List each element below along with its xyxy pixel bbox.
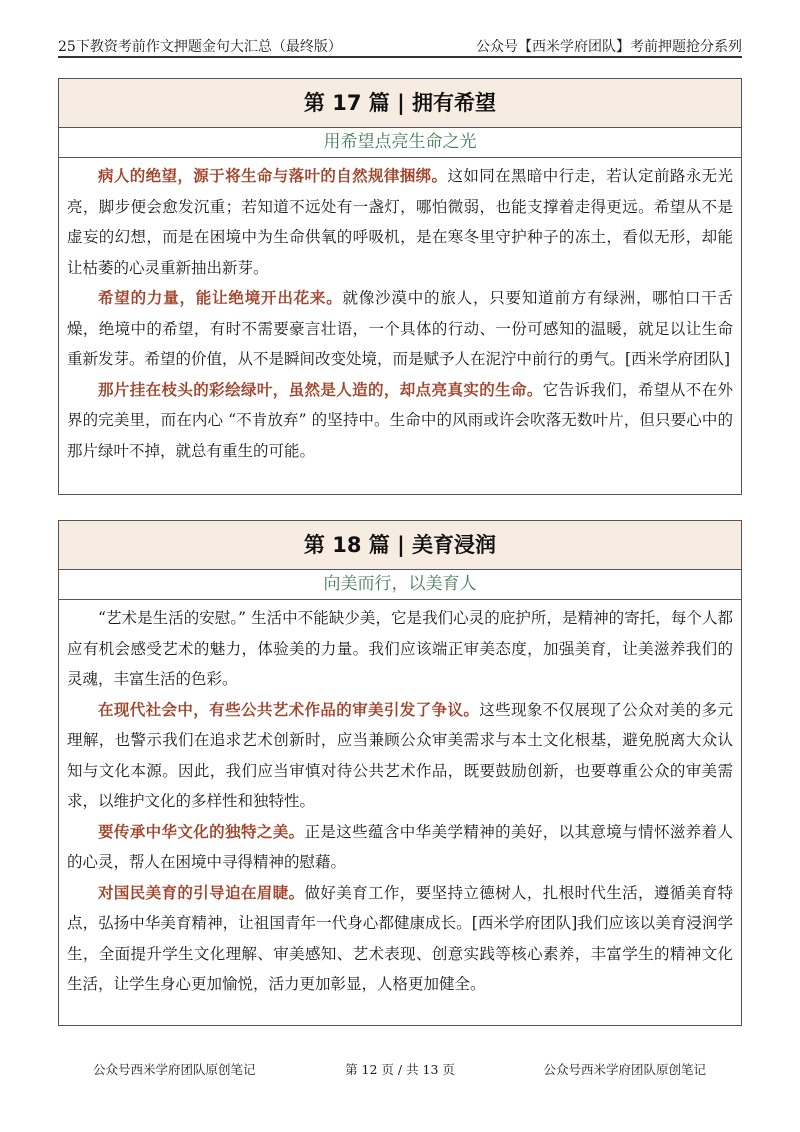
page-footer [0, 1060, 800, 1080]
article-17 [58, 78, 742, 495]
article-18 [58, 520, 742, 1026]
paragraph-highlight: 那片挂在枝头的彩绘绿叶，虽然是人造的，却点亮真实的生命。 [98, 379, 543, 399]
paragraph-text: 这些现象不仅展现了公众对美的多元理解，也警示我们在追求艺术创新时，应当兼顾公众审美需求与本土文化根基，避免脱离大众认知与文化本源。因此，我们应当审慎对待公共艺术作品，既要鼓励创新，也要尊重公众的审美需求，以维护文化的多样性和独特性。 [67, 700, 733, 810]
paragraph-text: “艺术是生活的安慰。” 生活中不能缺少美，它是我们心灵的庇护所，是精神的寄托，每个人都应有机会感受艺术的魅力，体验美的力量。我们应该端正审美态度，加强美育，让美滋养我们的灵魂，丰富生活的色彩。 [67, 609, 733, 688]
paragraph-highlight: 病人的绝望，源于将生命与落叶的自然规律捆绑。 [98, 166, 448, 185]
header-left-title: 25下教资考前作文押题金句大汇总（最终版） [58, 39, 342, 55]
article-body [59, 600, 741, 1004]
paragraph-highlight: 要传承中华文化的独特之美。 [98, 821, 305, 841]
paragraph [67, 695, 733, 817]
article-title: 第 17 篇 | 拥有希望 [59, 79, 741, 128]
page-header [58, 30, 742, 58]
paragraph [67, 878, 733, 1000]
paragraph-highlight: 对国民美育的引导迫在眉睫。 [98, 882, 305, 902]
footer-left: 公众号西米学府团队原创笔记 [93, 1062, 256, 1077]
paragraph-highlight: 在现代社会中，有些公共艺术作品的审美引发了争议。 [98, 699, 480, 719]
article-title: 第 18 篇 | 美育浸润 [59, 521, 741, 570]
paragraph-text: 正是这些蕴含中华美学精神的美好，以其意境与情怀滋养着人的心灵，帮人在困境中寻得精神的慰藉。 [67, 822, 733, 871]
article-subtitle: 用希望点亮生命之光 [59, 128, 741, 158]
paragraph [67, 603, 733, 695]
paragraph-text: 就像沙漠中的旅人，只要知道前方有绿洲，哪怕口干舌燥，绝境中的希望，有时不需要豪言壮语，一个具体的行动、一份可感知的温暖，就足以让生命重新发芽。希望的价值，从不是瞬间改变处境，而是赋予人在泥泞中前行的勇气。[西米学府团队] [67, 289, 733, 368]
footer-right: 公众号西米学府团队原创笔记 [543, 1062, 706, 1077]
paragraph [67, 375, 733, 467]
paragraph [67, 161, 733, 283]
paragraph [67, 817, 733, 878]
paragraph-text: 做好美育工作，要坚持立德树人，扎根时代生活，遵循美育特点，弘扬中华美育精神，让祖国青年一代身心都健康成长。[西米学府团队]我们应该以美育浸润学生，全面提升学生文化理解、审美感知、艺术表现、创意实践等核心素养，丰富学生的精神文化生活，让学生身心更加愉悦，活力更加彰显，人格更加健全。 [67, 883, 733, 993]
paragraph-text: 它告诉我们，希望从不在外界的完美里，而在内心 “不肯放弃” 的坚持中。生命中的风雨或许会吹落无数叶片，但只要心中的那片绿叶不掉，就总有重生的可能。 [67, 380, 733, 460]
paragraph-highlight: 希望的力量，能让绝境开出花来。 [98, 288, 343, 307]
article-body [59, 158, 741, 470]
article-subtitle: 向美而行，以美育人 [59, 570, 741, 600]
header-right-title: 公众号【西米学府团队】考前押题抢分系列 [476, 39, 742, 55]
paragraph [67, 283, 733, 375]
page-number: 第 12 页 / 共 13 页 [345, 1062, 455, 1077]
paragraph-text: 这如同在黑暗中行走，若认定前路永无光亮，脚步便会愈发沉重；若知道不远处有一盏灯，哪怕微弱，也能支撑着走得更远。希望从不是虚妄的幻想，而是在困境中为生命供氧的呼吸机，是在寒冬里守护种子的冻土，看似无形，却能让枯萎的心灵重新抽出新芽。 [67, 167, 733, 277]
